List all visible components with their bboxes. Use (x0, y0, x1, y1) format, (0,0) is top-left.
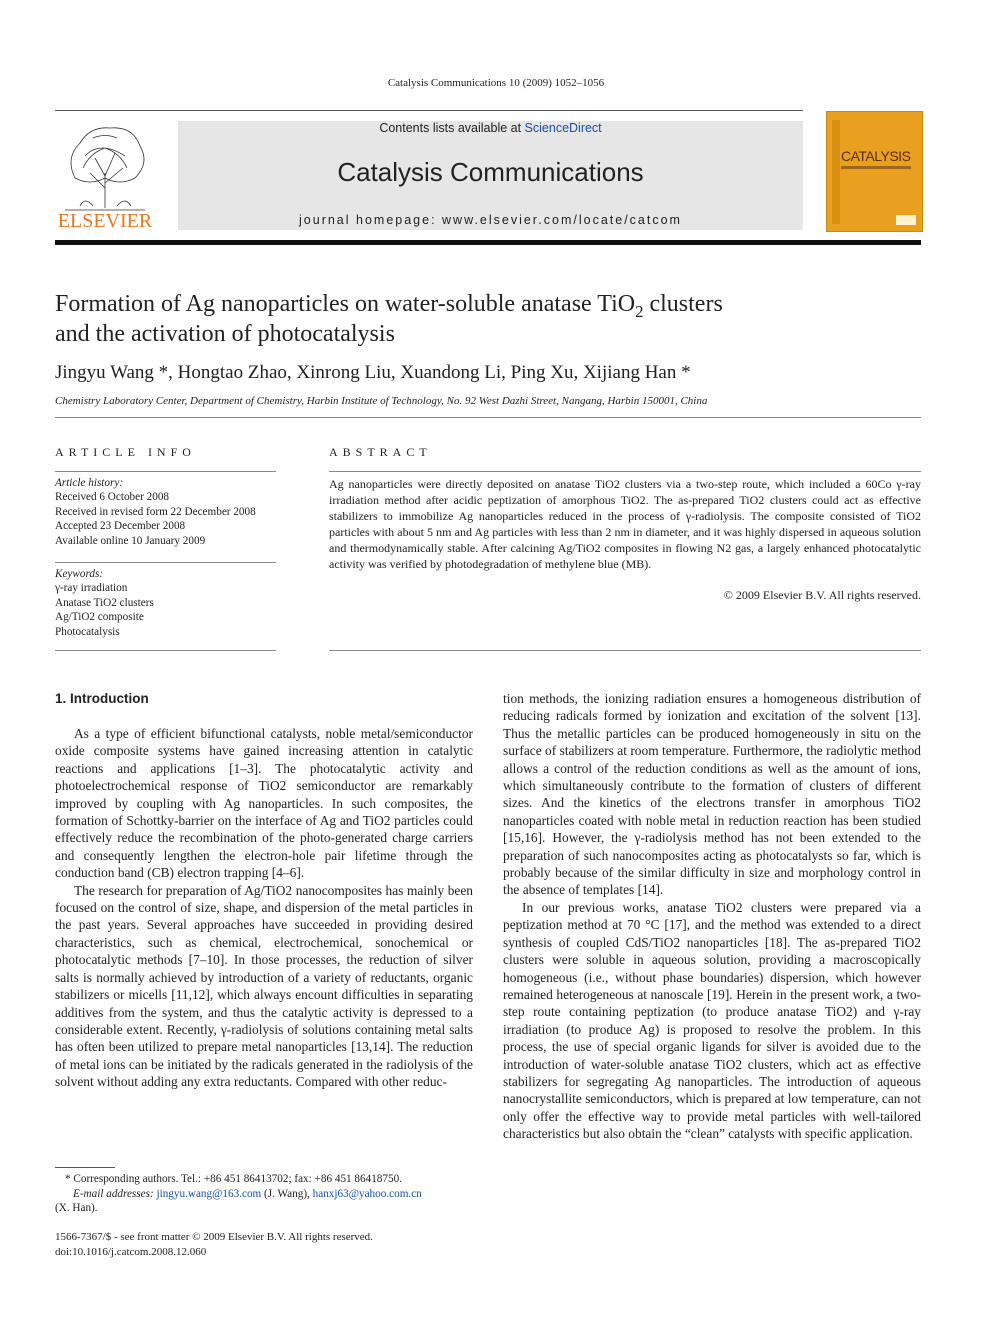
abstract-bottom-rule (329, 650, 921, 651)
journal-homepage[interactable]: journal homepage: www.elsevier.com/locate/catcom (299, 213, 682, 227)
cover-publisher-logo (896, 215, 916, 225)
keyword: γ-ray irradiation (55, 582, 128, 595)
journal-title: Catalysis Communications (337, 157, 644, 187)
keywords-rule (55, 562, 276, 563)
footnote-rule (55, 1167, 115, 1168)
paragraph: tion methods, the ionizing radiation ensures a homogeneous distribution of reducing radicals formed by ionization and excitation of the solvent [13]. Thus the metallic particles can be produced homogeneously in situ on the surface of stabilizers at room temperature. Furthermore, the radiolytic method allows a control of the reduction conditions as well as the amount of ions, which simultaneously contribute to the formation of clusters of different sizes. And the kinetics of the electrons transfer in amorphous TiO2 nanoparticles coated with noble metal in reduction reaction has been studied [15,16]. However, the γ-radiolysis method has not been extended to the preparation of such nanocomposites acting as photocatalysts so far, which is probably because of the similar difficulty in size and morphology control in the absence of templates [14]. (503, 691, 921, 898)
contents-prefix: Contents lists available at (379, 121, 525, 135)
paragraph: As a type of efficient bifunctional catalysts, noble metal/semiconductor oxide composite systems have gained increasing attention in catalytic reactions and applications [1–3]. The photocatalytic activity and photoelectrochemical response of TiO2 semiconductor are remarkably improved by coupling with Ag nanoparticles. In such composites, the formation of Schottky-barrier on the interface of Ag and TiO2 particles could effectively reduce the recombination of the photo-generated charge carriers and consequently lengthen the electron-hole pair lifetime through the conduction band (CB) electron trapping [4–6]. (55, 726, 473, 881)
author-list: Jingyu Wang *, Hongtao Zhao, Xinrong Liu, Xuandong Li, Ping Xu, Xijiang Han * (55, 362, 691, 383)
title-line-2: and the activation of photocatalysis (55, 321, 395, 347)
keywords (55, 567, 276, 639)
cover-subtitle-bar (841, 166, 911, 169)
article-info-rule (55, 471, 276, 472)
body-column-right (503, 690, 921, 1143)
article-history (55, 476, 276, 548)
section-heading-introduction: 1. Introduction (55, 691, 149, 706)
abstract-heading: ABSTRACT (329, 445, 432, 459)
journal-cover-thumbnail (826, 111, 923, 232)
history-label: Article history: (55, 477, 124, 489)
email-owner: (J. Wang), (264, 1187, 310, 1200)
title-part: clusters (643, 291, 723, 317)
paragraph: The research for preparation of Ag/TiO2 nanocomposites has mainly been focused on the control of size, shape, and dispersion of the metal particles in the past years. Several approaches have succeeded in providing desired characteristics, such as chemical, electrochemical, sonochemical or photocatalytic methods [7–10]. In those processes, the reduction of silver salts is normally achieved by introduction of a variety of reductants, organic stabilizers or micells [11,12], which always encount difficulties in separating additives from the system, and thus the catalytic activity is depressed to a considerable extent. Recently, γ-radiolysis of solutions containing metal salts has often been utilized to prepare metal nanoparticles [13,14]. The reduction of metal ions can be initiated by the radicals generated in the radiolysis of the solvent without adding any extra reductants. Compared with other reduc- (55, 882, 473, 1090)
email-line (55, 1187, 473, 1202)
abstract-rule (329, 471, 921, 472)
history-item: Available online 10 January 2009 (55, 534, 206, 547)
doi-line[interactable]: doi:10.1016/j.catcom.2008.12.060 (55, 1245, 207, 1258)
article-info-heading: ARTICLE INFO (55, 445, 196, 459)
article-info-bottom-rule (55, 650, 276, 651)
footnote (55, 1172, 473, 1216)
history-item: Accepted 23 December 2008 (55, 520, 186, 533)
keyword: Photocatalysis (55, 625, 120, 638)
issn-line: 1566-7367/$ - see front matter © 2009 Elsevier B.V. All rights reserved. (55, 1231, 373, 1243)
journal-citation: Catalysis Communications 10 (2009) 1052–1056 (387, 77, 605, 89)
keyword: Anatase TiO2 clusters (55, 596, 154, 609)
sciencedirect-link[interactable]: ScienceDirect (524, 121, 602, 135)
abstract-copyright: © 2009 Elsevier B.V. All rights reserved. (723, 588, 921, 602)
affiliation: Chemistry Laboratory Center, Department of Chemistry, Harbin Institute of Technology, No. 92 West Dazhi Street, Nangang, Harbin 150001, China (55, 395, 708, 407)
keyword: Ag/TiO2 composite (55, 611, 144, 624)
elsevier-wordmark: ELSEVIER (57, 210, 153, 232)
email-label: E-mail addresses: (73, 1187, 154, 1200)
issn-block (55, 1230, 473, 1259)
email-link-wang[interactable]: jingyu.wang@163.com (156, 1187, 262, 1200)
title-subscript: 2 (635, 301, 644, 321)
keywords-label: Keywords: (55, 568, 104, 580)
email-owner: (X. Han). (55, 1202, 98, 1214)
abstract-text: Ag nanoparticles were directly deposited on anatase TiO2 clusters via a two-step route, which included a 60Co γ-ray irradiation method after acidic peptization of amorphous TiO2. The as-prepared TiO2 clusters could act as effective stabilizers to immobilize Ag nanoparticles reduced in the process of γ-radiolysis. The composite consisted of TiO2 particles with about 5 nm and Ag particles with less than 2 nm in diameter, and it was highly dispersed in aqueous solution and thermodynamically stable. After calcining Ag/TiO2 composites in flowing N2 gas, a largely enhanced photocatalytic activity was verified by photodegradation of methylene blue (MB). (329, 477, 921, 571)
cover-strip (832, 120, 840, 224)
contents-line (178, 121, 803, 135)
header-top-rule (55, 110, 803, 111)
article-title (55, 289, 815, 349)
history-item: Received 6 October 2008 (55, 491, 170, 504)
header-thick-rule (55, 240, 921, 245)
paragraph: In our previous works, anatase TiO2 clusters were prepared via a peptization method at 70 °C [17], and the method was extended to a direct synthesis of coupled CdS/TiO2 nanoparticles [18]. The as-prepared TiO2 clusters were soluble in aqueous solution, providing a macroscopically homogeneous (i.e., without phase boundaries) dispersion, which however remained heterogeneous at nanoscale [19]. Herein in the present work, a two-step route containing peptization (to produce anatase TiO2) and γ-ray irradiation (to produce Ag) is proposed to resolve the problem. In this process, the use of special organic ligands for silver is avoided due to the introduction of water-soluble anatase TiO2 clusters, which act as effective stabilizers for segregating Ag nanoparticles. The introduction of aqueous nanocrystallite semiconductors, which is prepared at low temperature, can not only offer the effective way to provide metal particles with well-tailored characteristics but also obtain the “clean” catalysts with specific application. (503, 899, 921, 1142)
affiliation-rule (55, 417, 921, 418)
email-link-han[interactable]: hanxj63@yahoo.com.cn (312, 1187, 422, 1200)
history-item: Received in revised form 22 December 2008 (55, 505, 256, 518)
title-part: Formation of Ag nanoparticles on water-soluble anatase TiO (55, 291, 636, 317)
cover-title: CATALYSIS (841, 148, 911, 164)
body-column-left (55, 725, 473, 1091)
corresponding-authors: * Corresponding authors. Tel.: +86 451 86413702; fax: +86 451 86418750. (65, 1173, 402, 1185)
